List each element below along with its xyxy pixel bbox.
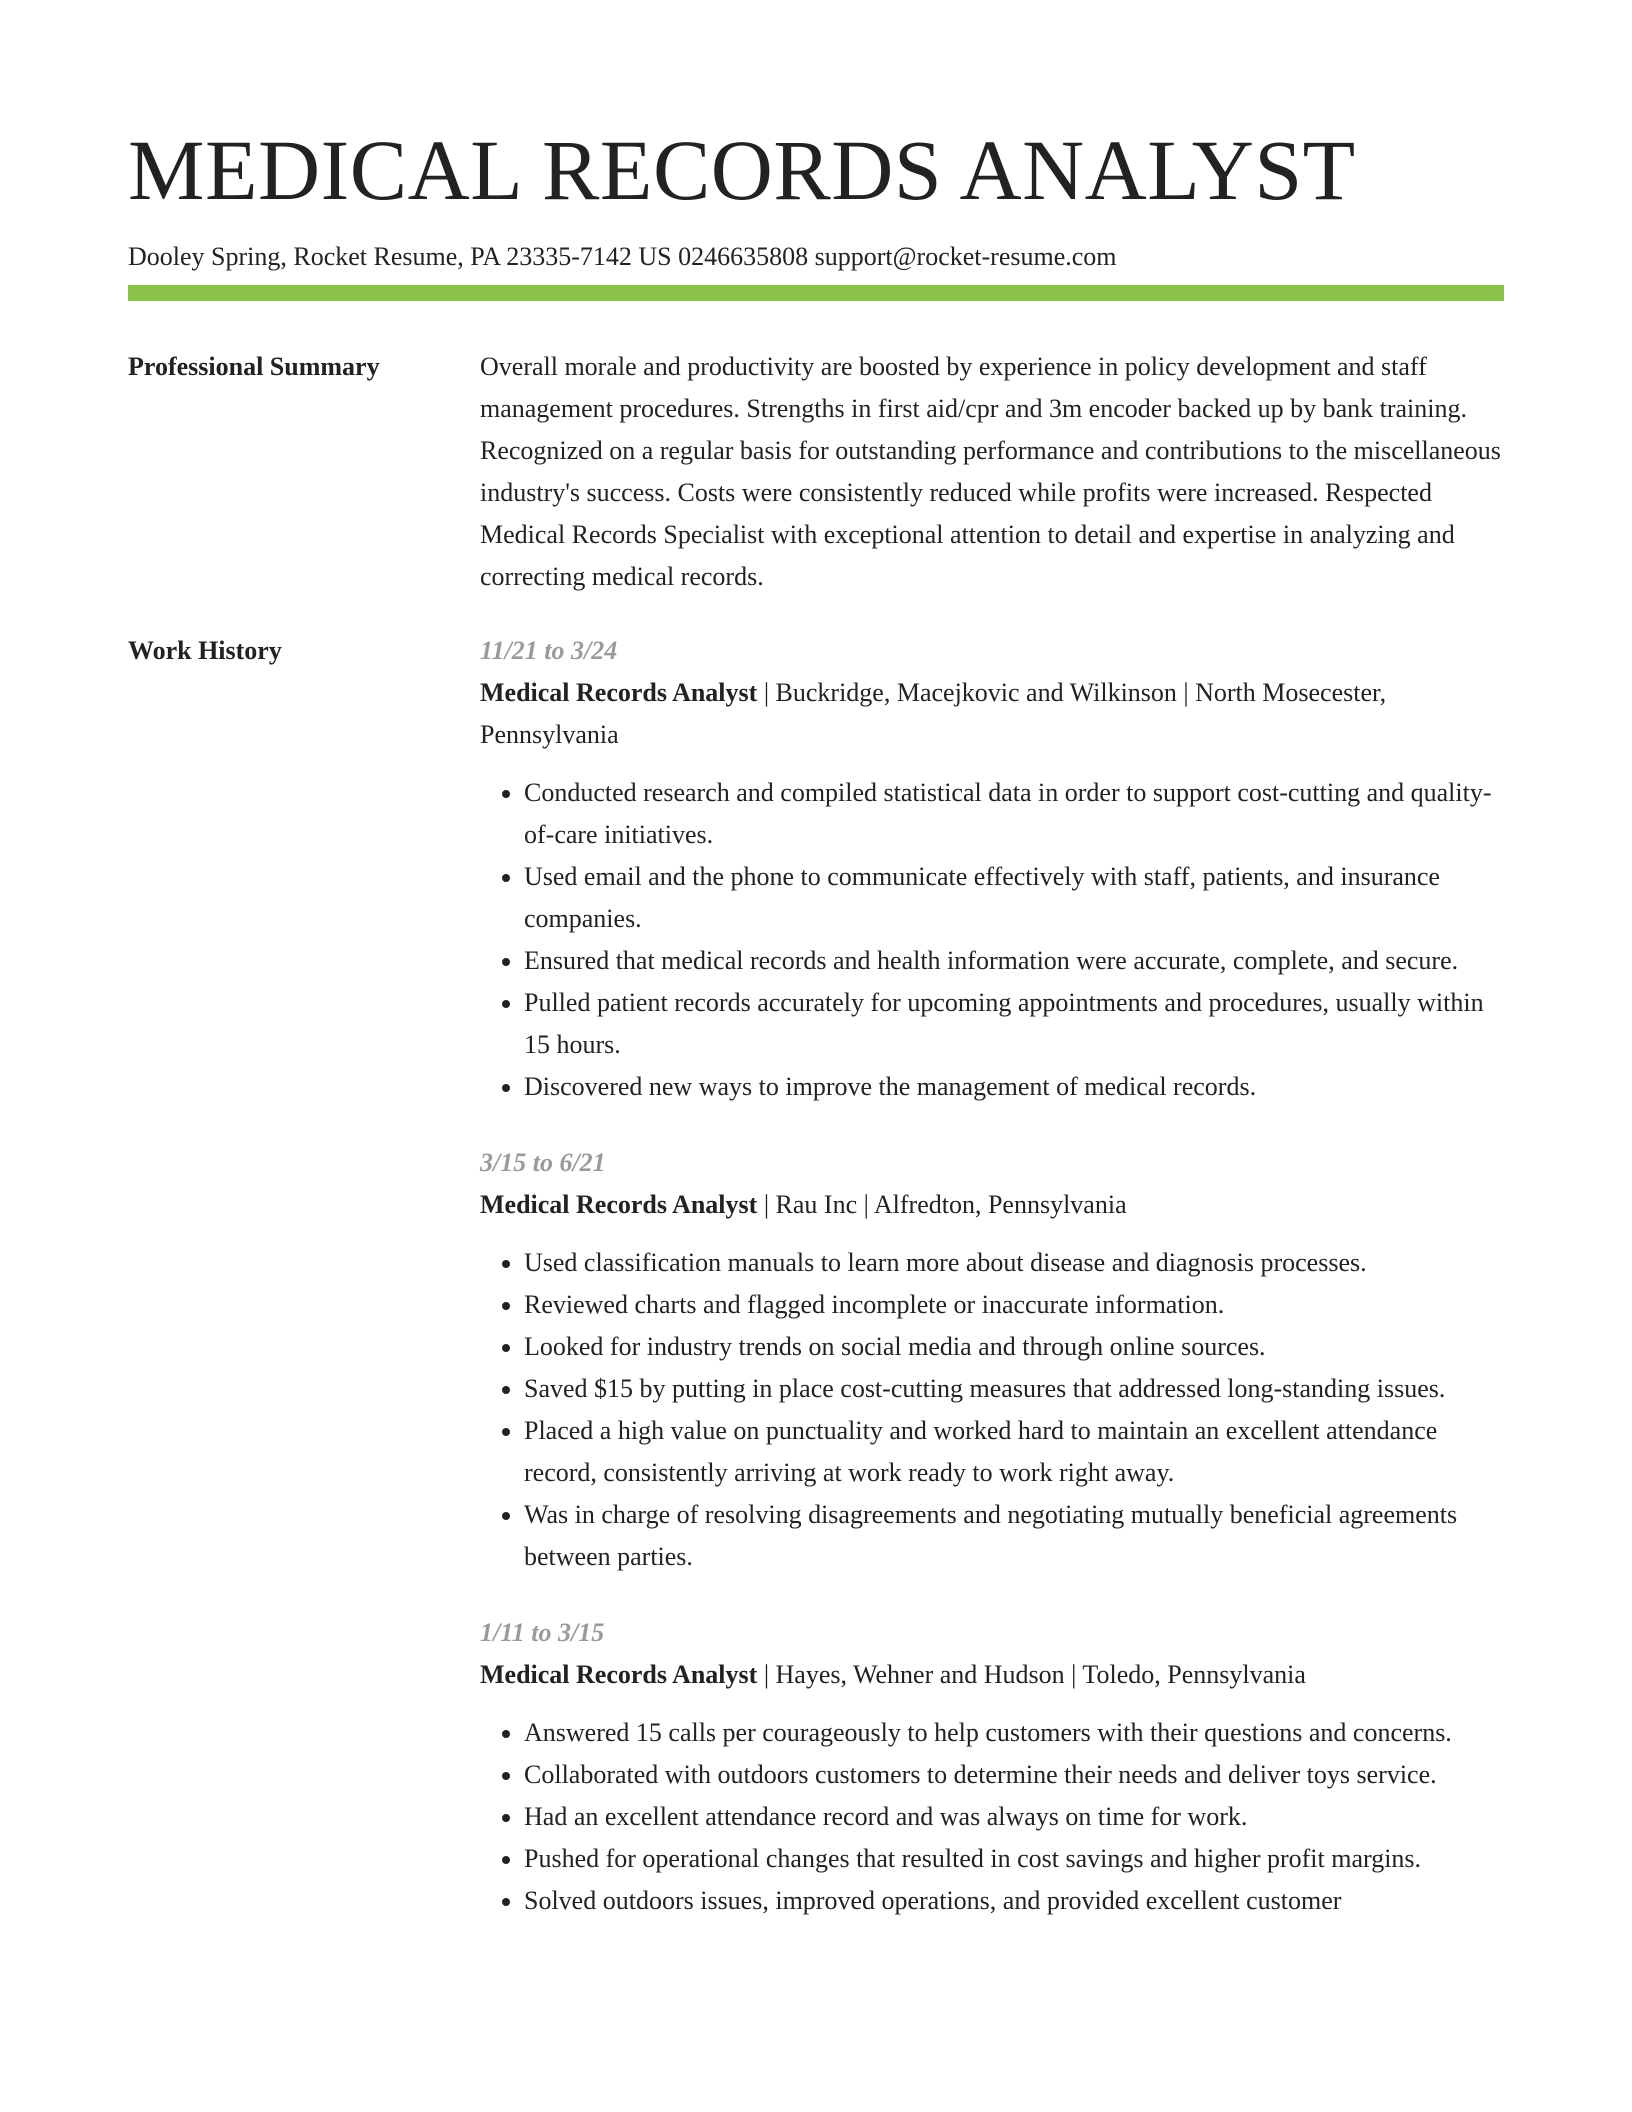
job-heading: [480, 1184, 1504, 1226]
section-title-work-history: Work History: [128, 636, 282, 665]
job-bullet: • Used classification manuals to learn more about disease and diagnosis processes.: [524, 1242, 1504, 1284]
job-role: Medical Records Analyst: [480, 678, 758, 707]
job-separator: |: [757, 1660, 776, 1689]
job-entry: [480, 1142, 1504, 1578]
section-title-summary: Professional Summary: [128, 352, 380, 381]
job-bullet: • Solved outdoors issues, improved operations, and provided excellent customer: [524, 1880, 1504, 1922]
job-bullet: • Had an excellent attendance record and was always on time for work.: [524, 1796, 1504, 1838]
resume-header: [128, 118, 1504, 274]
work-history-body: [480, 630, 1504, 1956]
job-bullet: • Conducted research and compiled statistical data in order to support cost-cutting and quality-of-care initiatives.: [524, 772, 1504, 856]
job-bullet: • Discovered new ways to improve the management of medical records.: [524, 1066, 1504, 1108]
job-bullet-list: [480, 1242, 1504, 1578]
job-bullet: • Saved $15 by putting in place cost-cutting measures that addressed long-standing issues.: [524, 1368, 1504, 1410]
job-bullet: • Used email and the phone to communicate effectively with staff, patients, and insurance companies.: [524, 856, 1504, 940]
job-role: Medical Records Analyst: [480, 1190, 758, 1219]
summary-text: Overall morale and productivity are boosted by experience in policy development and staff management procedures. Strengths in first aid/cpr and 3m encoder backed up by bank training. Recognized on a regular basis for outstanding performance and contributions to the miscellaneous industry's success. Costs were consistently reduced while profits were increased. Respected Medical Records Specialist with exceptional attention to detail and expertise in analyzing and correcting medical records.: [480, 352, 1501, 591]
job-bullet: • Pushed for operational changes that resulted in cost savings and higher profit margins.: [524, 1838, 1504, 1880]
job-heading: [480, 1654, 1504, 1696]
job-separator: |: [757, 1190, 776, 1219]
job-separator: |: [757, 678, 776, 707]
job-employer-location: Buckridge, Macejkovic and Wilkinson | North Mosecester, Pennsylvania: [480, 678, 1387, 749]
job-employer-location: Rau Inc | Alfredton, Pennsylvania: [775, 1190, 1127, 1219]
job-dates: 1/11 to 3/15: [480, 1618, 605, 1647]
job-heading: [480, 672, 1504, 756]
job-bullet: • Reviewed charts and flagged incomplete or inaccurate information.: [524, 1284, 1504, 1326]
job-entry: [480, 630, 1504, 1108]
job-bullet: • Placed a high value on punctuality and worked hard to maintain an excellent attendance record, consistently arriving at work ready to work right away.: [524, 1410, 1504, 1494]
job-dates: 11/21 to 3/24: [480, 636, 618, 665]
header-divider: [128, 285, 1504, 301]
job-entry: [480, 1612, 1504, 1922]
job-bullet: • Answered 15 calls per courageously to help customers with their questions and concerns.: [524, 1712, 1504, 1754]
job-dates: 3/15 to 6/21: [480, 1148, 606, 1177]
job-bullet: • Ensured that medical records and health information were accurate, complete, and secure.: [524, 940, 1504, 982]
job-role: Medical Records Analyst: [480, 1660, 758, 1689]
job-employer-location: Hayes, Wehner and Hudson | Toledo, Pennsylvania: [775, 1660, 1306, 1689]
summary-body: [480, 346, 1504, 598]
job-bullet: • Looked for industry trends on social media and through online sources.: [524, 1326, 1504, 1368]
job-bullet-list: [480, 772, 1504, 1108]
job-bullet-list: [480, 1712, 1504, 1922]
contact-line: Dooley Spring, Rocket Resume, PA 23335-7142 US 0246635808 support@rocket-resume.com: [128, 242, 1117, 271]
job-bullet: • Was in charge of resolving disagreements and negotiating mutually beneficial agreements between parties.: [524, 1494, 1504, 1578]
resume-title: MEDICAL RECORDS ANALYST: [128, 122, 1356, 218]
job-bullet: • Pulled patient records accurately for upcoming appointments and procedures, usually within 15 hours.: [524, 982, 1504, 1066]
job-bullet: • Collaborated with outdoors customers to determine their needs and deliver toys service.: [524, 1754, 1504, 1796]
